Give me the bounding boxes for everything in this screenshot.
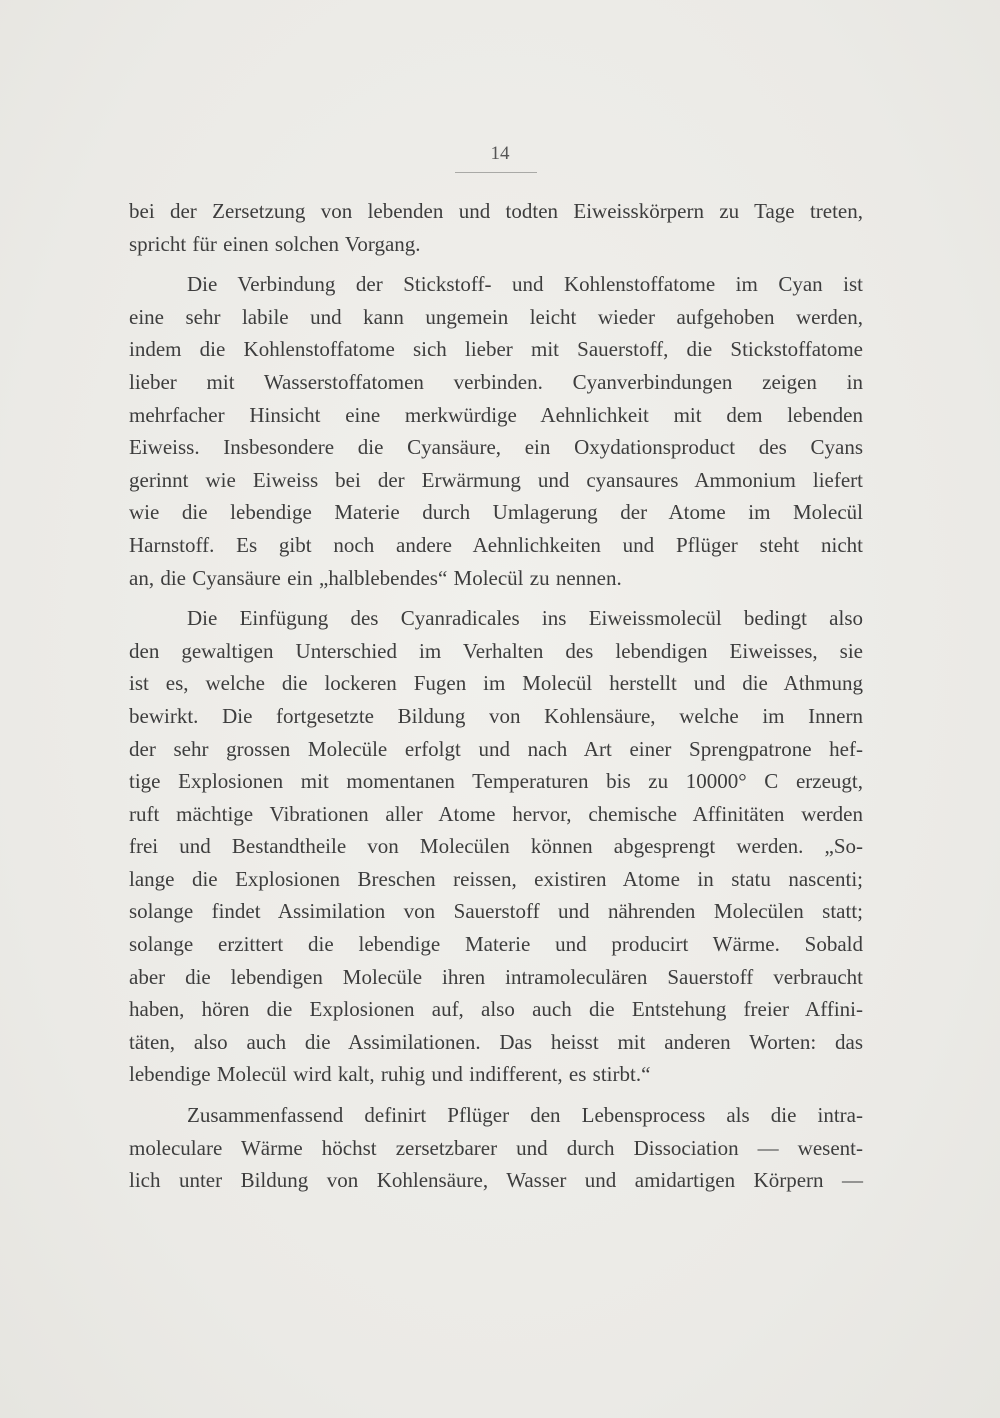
text-line: indem die Kohlenstoffatome sich lieber mit Sauerstoff, die Stickstoffatome [129, 337, 863, 362]
text-line: den gewaltigen Unterschied im Verhalten des lebendigen Eiweisses, sie [129, 638, 863, 663]
page-number: 14 [490, 143, 510, 164]
text-line: lange die Explosionen Breschen reissen, existiren Atome in statu nascenti; [129, 866, 863, 891]
text-line: solange erzittert die lebendige Materie und producirt Wärme. Sobald [129, 932, 863, 957]
text-line: aber die lebendigen Molecüle ihren intramoleculären Sauerstoff verbraucht [129, 964, 863, 989]
text-line: Zusammenfassend definirt Pflüger den Lebensprocess als die intra- [187, 1103, 863, 1128]
page-number-rule [455, 172, 537, 173]
text-line: tige Explosionen mit momentanen Temperaturen bis zu 10000° C erzeugt, [129, 769, 863, 794]
text-line: spricht für einen solchen Vorgang. [129, 231, 421, 256]
text-line: gerinnt wie Eiweiss bei der Erwärmung und cyansaures Ammonium liefert [129, 467, 863, 492]
paragraph [129, 1099, 863, 1197]
paragraph [129, 268, 863, 594]
text-line: der sehr grossen Molecüle erfolgt und nach Art einer Sprengpatrone hef- [129, 736, 863, 761]
text-line: Harnstoff. Es gibt noch andere Aehnlichkeiten und Pflüger steht nicht [129, 532, 863, 557]
text-line: bewirkt. Die fortgesetzte Bildung von Kohlensäure, welche im Innern [129, 703, 863, 728]
paragraph [129, 195, 863, 260]
text-line: Die Einfügung des Cyanradicales ins Eiweissmolecül bedingt also [187, 606, 863, 631]
text-line: haben, hören die Explosionen auf, also auch die Entstehung freier Affini- [129, 997, 863, 1022]
body-text [129, 195, 863, 1197]
text-line: lich unter Bildung von Kohlensäure, Wasser und amidartigen Körpern — [129, 1168, 863, 1193]
text-line: Eiweiss. Insbesondere die Cyansäure, ein Oxydationsproduct des Cyans [129, 435, 863, 460]
text-line: Die Verbindung der Stickstoff- und Kohlenstoffatome im Cyan ist [187, 272, 863, 297]
text-line: an, die Cyansäure ein „halblebendes“ Molecül zu nennen. [129, 565, 622, 590]
text-line: frei und Bestandtheile von Molecülen können abgesprengt werden. „So- [129, 834, 863, 859]
text-line: eine sehr labile und kann ungemein leicht wieder aufgehoben werden, [129, 304, 863, 329]
paragraph [129, 602, 863, 1091]
text-line: lebendige Molecül wird kalt, ruhig und indifferent, es stirbt.“ [129, 1062, 651, 1087]
text-line: wie die lebendige Materie durch Umlagerung der Atome im Molecül [129, 500, 863, 525]
text-line: ruft mächtige Vibrationen aller Atome hervor, chemische Affinitäten werden [129, 801, 863, 826]
text-line: täten, also auch die Assimilationen. Das heisst mit anderen Worten: das [129, 1029, 863, 1054]
text-line: moleculare Wärme höchst zersetzbarer und durch Dissociation — wesent- [129, 1135, 863, 1160]
text-line: mehrfacher Hinsicht eine merkwürdige Aehnlichkeit mit dem lebenden [129, 402, 863, 427]
text-line: solange findet Assimilation von Sauerstoff und nährenden Molecülen statt; [129, 899, 863, 924]
text-line: bei der Zersetzung von lebenden und todten Eiweisskörpern zu Tage treten, [129, 199, 863, 223]
text-line: lieber mit Wasserstoffatomen verbinden. Cyanverbindungen zeigen in [129, 369, 863, 394]
text-line: ist es, welche die lockeren Fugen im Molecül herstellt und die Athmung [129, 671, 863, 696]
